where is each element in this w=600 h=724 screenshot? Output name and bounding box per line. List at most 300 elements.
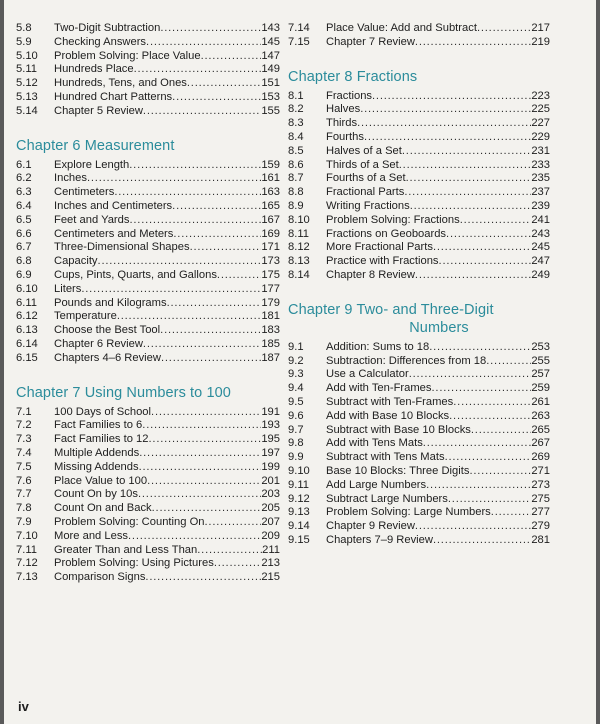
toc-entry — [16, 447, 280, 461]
lesson-number: 9.2 — [288, 354, 304, 367]
lesson-title: Problem Solving: Using Pictures — [54, 557, 214, 570]
toc-entry — [16, 433, 280, 447]
dot-leader — [360, 103, 531, 117]
toc-entry — [16, 530, 280, 544]
lesson-title: Add with Base 10 Blocks — [326, 409, 450, 422]
lesson-title: Halves of a Set — [326, 144, 402, 157]
dot-leader — [129, 214, 261, 228]
lesson-number: 5.9 — [16, 35, 32, 48]
toc-entry — [288, 22, 550, 36]
lesson-title: Hundreds, Tens, and Ones — [54, 77, 187, 90]
lesson-title: Chapter 9 Review — [326, 520, 415, 533]
lesson-title: Add with Ten-Frames — [326, 382, 432, 395]
page-number: 161 — [261, 172, 280, 185]
dot-leader — [187, 77, 261, 91]
page-number: 247 — [531, 255, 550, 268]
lesson-number: 9.13 — [288, 506, 310, 519]
dot-leader — [173, 228, 261, 242]
dot-leader — [217, 269, 261, 283]
page-number: 279 — [531, 520, 550, 533]
toc-entry — [16, 571, 280, 585]
toc-entry — [16, 22, 280, 36]
lesson-title: Pounds and Kilograms — [54, 296, 167, 309]
lesson-title: Problem Solving: Large Numbers — [326, 506, 491, 519]
lesson-number: 9.5 — [288, 395, 304, 408]
toc-entry — [288, 465, 550, 479]
lesson-number: 5.10 — [16, 49, 38, 62]
toc-entry — [288, 241, 550, 255]
toc-group — [288, 90, 550, 283]
lesson-number: 6.12 — [16, 310, 38, 323]
lesson-number: 7.9 — [16, 515, 32, 528]
page-number: 181 — [261, 310, 280, 323]
lesson-title: Add Large Numbers — [326, 478, 427, 491]
lesson-title: Fractions on Geoboards — [326, 227, 447, 240]
dot-leader — [151, 406, 261, 420]
toc-entry — [16, 241, 280, 255]
dot-leader — [138, 488, 261, 502]
lesson-number: 7.7 — [16, 488, 32, 501]
lesson-number: 6.2 — [16, 172, 32, 185]
toc-entry — [288, 90, 550, 104]
lesson-title: Centimeters — [54, 186, 115, 199]
lesson-title: Inches and Centimeters — [54, 199, 173, 212]
lesson-number: 8.13 — [288, 255, 310, 268]
dot-leader — [486, 355, 531, 369]
lesson-title: Chapter 5 Review — [54, 104, 143, 117]
lesson-title: Halves — [326, 103, 361, 116]
page-number: 169 — [261, 227, 280, 240]
dot-leader — [415, 520, 531, 534]
lesson-number: 5.11 — [16, 63, 37, 76]
page-number: 217 — [531, 22, 550, 34]
lesson-number: 8.12 — [288, 241, 310, 254]
toc-entry — [288, 200, 550, 214]
page-number: 153 — [261, 90, 280, 103]
dot-leader — [142, 419, 261, 433]
page-number: 175 — [261, 268, 280, 281]
toc-page — [4, 0, 596, 724]
lesson-title: Checking Answers — [54, 35, 147, 48]
lesson-number: 8.1 — [288, 89, 304, 102]
lesson-number: 6.15 — [16, 351, 38, 364]
page-number: 243 — [531, 227, 550, 240]
toc-entry — [288, 214, 550, 228]
dot-leader — [423, 437, 532, 451]
page-number: 205 — [261, 502, 280, 515]
page-number: 275 — [531, 492, 550, 505]
lesson-number: 6.5 — [16, 213, 32, 226]
toc-entry — [288, 255, 550, 269]
lesson-title: Fractional Parts — [326, 186, 405, 199]
toc-entry — [16, 297, 280, 311]
lesson-number: 7.10 — [16, 529, 38, 542]
dot-leader — [433, 534, 531, 548]
page-number: 253 — [531, 340, 550, 353]
lesson-number: 5.8 — [16, 22, 32, 34]
lesson-number: 6.6 — [16, 227, 32, 240]
page-number: 227 — [531, 117, 550, 130]
lesson-number: 7.13 — [16, 571, 38, 584]
page-number: 173 — [261, 255, 280, 268]
page-number: 165 — [261, 199, 280, 212]
toc-entry — [288, 410, 550, 424]
lesson-number: 6.10 — [16, 282, 38, 295]
lesson-number: 9.6 — [288, 409, 304, 422]
dot-leader — [98, 255, 262, 269]
page-number: 215 — [261, 571, 280, 584]
lesson-title: Hundreds Place — [54, 63, 134, 76]
lesson-number: 7.5 — [16, 460, 32, 473]
lesson-number: 7.1 — [16, 405, 32, 418]
lesson-title: Hundred Chart Patterns — [54, 90, 173, 103]
lesson-number: 9.10 — [288, 464, 310, 477]
toc-group — [288, 22, 550, 50]
page-number: 185 — [261, 337, 280, 350]
toc-entry — [288, 368, 550, 382]
toc-entry — [288, 269, 550, 283]
toc-entry — [16, 557, 280, 571]
toc-entry — [288, 424, 550, 438]
lesson-number: 7.4 — [16, 446, 32, 459]
lesson-title: Missing Addends — [54, 460, 139, 473]
lesson-number: 8.11 — [288, 227, 309, 240]
toc-entry — [16, 310, 280, 324]
page-number: 183 — [261, 324, 280, 337]
lesson-number: 6.11 — [16, 296, 37, 309]
lesson-number: 7.8 — [16, 502, 32, 515]
toc-entry — [16, 63, 280, 77]
toc-entry — [16, 502, 280, 516]
page-number: 265 — [531, 423, 550, 436]
lesson-number: 9.12 — [288, 492, 310, 505]
lesson-title: Chapters 7–9 Review — [326, 533, 433, 546]
toc-entry — [288, 186, 550, 200]
page-number: 261 — [531, 395, 550, 408]
toc-entry — [288, 36, 550, 50]
page-number: 191 — [261, 405, 280, 418]
lesson-title: Add with Tens Mats — [326, 437, 423, 450]
page-number: 263 — [531, 409, 550, 422]
lesson-number: 7.2 — [16, 419, 32, 432]
dot-leader — [146, 36, 261, 50]
lesson-title: Liters — [54, 282, 82, 295]
lesson-title: Inches — [54, 172, 87, 185]
page-number: 269 — [531, 451, 550, 464]
lesson-title: Count On by 10s — [54, 488, 138, 501]
dot-leader — [160, 324, 261, 338]
toc-entry — [16, 269, 280, 283]
dot-leader — [149, 433, 262, 447]
page-number: 159 — [261, 158, 280, 171]
toc-entry — [288, 172, 550, 186]
lesson-title: Comparison Signs — [54, 571, 146, 584]
page-number: 225 — [531, 103, 550, 116]
chapter-heading — [288, 301, 550, 337]
dot-leader — [432, 382, 532, 396]
chapter-heading: Chapter 7 Using Numbers to 100 — [16, 384, 231, 401]
lesson-number: 8.10 — [288, 213, 310, 226]
dot-leader — [143, 105, 261, 119]
dot-leader — [161, 352, 261, 366]
page-number: 271 — [531, 464, 550, 477]
lesson-title: Choose the Best Tool — [54, 324, 161, 337]
dot-leader — [172, 91, 261, 105]
lesson-title: Writing Fractions — [326, 199, 410, 212]
dot-leader — [415, 269, 531, 283]
page-number: 177 — [261, 282, 280, 295]
page-number: 235 — [531, 172, 550, 185]
lesson-number: 5.14 — [16, 104, 38, 117]
toc-entry — [288, 159, 550, 173]
lesson-number: 8.14 — [288, 268, 310, 281]
dot-leader — [214, 557, 262, 571]
dot-leader — [139, 447, 261, 461]
dot-leader — [117, 310, 262, 324]
lesson-number: 7.14 — [288, 22, 310, 34]
dot-leader — [134, 63, 262, 77]
page-number: 195 — [261, 433, 280, 446]
lesson-title: Subtract with Tens Mats — [326, 451, 445, 464]
toc-entry — [16, 255, 280, 269]
page-number: 155 — [261, 104, 280, 117]
lesson-number: 9.11 — [288, 478, 309, 491]
page-number: 145 — [261, 35, 280, 48]
toc-entry — [288, 479, 550, 493]
toc-entry — [16, 516, 280, 530]
dot-leader — [205, 516, 262, 530]
lesson-title: Thirds of a Set — [326, 158, 399, 171]
dot-leader — [129, 159, 261, 173]
page-number: 259 — [531, 382, 550, 395]
toc-entry — [288, 451, 550, 465]
toc-entry — [16, 283, 280, 297]
dot-leader — [410, 200, 532, 214]
lesson-title: Use a Calculator — [326, 368, 409, 381]
page-number: 277 — [531, 506, 550, 519]
dot-leader — [448, 493, 531, 507]
lesson-title: Fourths of a Set — [326, 172, 406, 185]
toc-entry — [16, 214, 280, 228]
chapter-heading: Chapter 8 Fractions — [288, 68, 418, 85]
lesson-number: 6.9 — [16, 268, 32, 281]
page-number: 201 — [261, 474, 280, 487]
dot-leader — [81, 283, 261, 297]
page-number: 151 — [261, 77, 280, 90]
lesson-title: More and Less — [54, 529, 129, 542]
page-number: 193 — [261, 419, 280, 432]
lesson-number: 9.7 — [288, 423, 304, 436]
dot-leader — [139, 461, 262, 475]
dot-leader — [460, 214, 532, 228]
dot-leader — [449, 410, 531, 424]
dot-leader — [372, 90, 531, 104]
lesson-number: 7.12 — [16, 557, 38, 570]
page-number: 213 — [261, 557, 280, 570]
lesson-title: Problem Solving: Counting On — [54, 515, 205, 528]
lesson-number: 6.13 — [16, 324, 38, 337]
page-number: 187 — [261, 351, 280, 364]
lesson-number: 8.9 — [288, 199, 304, 212]
toc-entry — [16, 419, 280, 433]
lesson-number: 6.4 — [16, 199, 32, 212]
lesson-number: 6.3 — [16, 186, 32, 199]
page-number: 203 — [261, 488, 280, 501]
toc-entry — [16, 338, 280, 352]
toc-group — [16, 22, 280, 119]
lesson-title: Subtract Large Numbers — [326, 492, 448, 505]
lesson-number: 9.3 — [288, 368, 304, 381]
dot-leader — [429, 341, 531, 355]
lesson-title: More Fractional Parts — [326, 241, 433, 254]
lesson-number: 5.12 — [16, 77, 38, 90]
lesson-title: Chapter 6 Review — [54, 337, 143, 350]
lesson-title: Fractions — [326, 89, 373, 102]
lesson-number: 5.13 — [16, 90, 38, 103]
dot-leader — [439, 255, 532, 269]
lesson-number: 9.1 — [288, 340, 304, 353]
lesson-title: Addition: Sums to 18 — [326, 340, 430, 353]
lesson-number: 9.9 — [288, 451, 304, 464]
dot-leader — [415, 36, 531, 50]
lesson-number: 8.7 — [288, 172, 304, 185]
toc-entry — [16, 544, 280, 558]
page-number: 281 — [531, 533, 550, 546]
dot-leader — [453, 396, 531, 410]
toc-entry — [16, 77, 280, 91]
chapter-heading-line: Numbers — [409, 319, 469, 336]
toc-entry — [16, 406, 280, 420]
page-number: 223 — [531, 89, 550, 102]
lesson-number: 7.15 — [288, 35, 310, 48]
toc-entry — [16, 159, 280, 173]
lesson-title: 100 Days of School — [54, 405, 152, 418]
toc-entry — [288, 131, 550, 145]
toc-entry — [288, 493, 550, 507]
lesson-title: Chapters 4–6 Review — [54, 351, 161, 364]
lesson-title: Three-Dimensional Shapes — [54, 241, 190, 254]
chapter-heading-line: Chapter 9 Two- and Three-Digit — [288, 301, 494, 318]
lesson-number: 8.8 — [288, 186, 304, 199]
page-number: 143 — [261, 22, 280, 34]
toc-entry — [16, 105, 280, 119]
page-number: 237 — [531, 186, 550, 199]
toc-group — [16, 406, 280, 585]
lesson-title: Problem Solving: Fractions — [326, 213, 460, 226]
lesson-number: 6.14 — [16, 337, 38, 350]
dot-leader — [406, 172, 532, 186]
toc-group — [288, 341, 550, 548]
dot-leader — [114, 186, 261, 200]
dot-leader — [402, 145, 531, 159]
dot-leader — [201, 50, 262, 64]
lesson-number: 7.3 — [16, 433, 32, 446]
toc-entry — [16, 91, 280, 105]
page-number: 267 — [531, 437, 550, 450]
lesson-number: 9.15 — [288, 533, 310, 546]
lesson-title: Temperature — [54, 310, 117, 323]
lesson-number: 6.7 — [16, 241, 32, 254]
dot-leader — [152, 502, 262, 516]
lesson-title: Place Value to 100 — [54, 474, 148, 487]
lesson-number: 8.6 — [288, 158, 304, 171]
page-number: 179 — [261, 296, 280, 309]
lesson-title: Multiple Addends — [54, 446, 140, 459]
lesson-title: Fact Families to 12 — [54, 433, 149, 446]
lesson-title: Count On and Back — [54, 502, 152, 515]
dot-leader — [404, 186, 531, 200]
toc-entry — [16, 488, 280, 502]
toc-entry — [288, 520, 550, 534]
dot-leader — [87, 172, 261, 186]
toc-entry — [288, 437, 550, 451]
toc-entry — [16, 461, 280, 475]
toc-entry — [16, 475, 280, 489]
lesson-number: 7.6 — [16, 474, 32, 487]
page-number: 255 — [531, 354, 550, 367]
lesson-title: Greater Than and Less Than — [54, 543, 198, 556]
toc-right-column — [288, 22, 550, 548]
page-number: 273 — [531, 478, 550, 491]
lesson-title: Practice with Fractions — [326, 255, 439, 268]
toc-entry — [288, 117, 550, 131]
dot-leader — [446, 228, 531, 242]
lesson-number: 7.11 — [16, 543, 37, 556]
lesson-number: 9.14 — [288, 520, 310, 533]
lesson-title: Two-Digit Subtraction — [54, 22, 161, 34]
dot-leader — [445, 451, 532, 465]
dot-leader — [409, 368, 532, 382]
lesson-number: 9.8 — [288, 437, 304, 450]
dot-leader — [364, 131, 531, 145]
dot-leader — [491, 506, 532, 520]
toc-entry — [288, 534, 550, 548]
lesson-title: Cups, Pints, Quarts, and Gallons — [54, 268, 217, 281]
page-folio: iv — [18, 699, 29, 714]
lesson-title: Fourths — [326, 130, 364, 143]
lesson-title: Chapter 7 Review — [326, 35, 415, 48]
dot-leader — [469, 465, 531, 479]
lesson-title: Thirds — [326, 117, 358, 130]
lesson-title: Capacity — [54, 255, 98, 268]
page-number: 147 — [261, 49, 280, 62]
lesson-title: Place Value: Add and Subtract — [326, 22, 477, 34]
page-number: 171 — [261, 241, 280, 254]
dot-leader — [145, 571, 261, 585]
toc-entry — [16, 228, 280, 242]
lesson-title: Subtract with Base 10 Blocks — [326, 423, 471, 436]
toc-entry — [16, 200, 280, 214]
dot-leader — [147, 475, 261, 489]
page-number: 231 — [531, 144, 550, 157]
page-number: 257 — [531, 368, 550, 381]
dot-leader — [160, 22, 261, 36]
toc-entry — [288, 103, 550, 117]
page-number: 197 — [261, 446, 280, 459]
lesson-title: Centimeters and Meters — [54, 227, 174, 240]
page-number: 207 — [261, 515, 280, 528]
lesson-number: 8.4 — [288, 130, 304, 143]
dot-leader — [357, 117, 531, 131]
page-number: 239 — [531, 199, 550, 212]
page-number: 149 — [261, 63, 280, 76]
dot-leader — [172, 200, 261, 214]
page-number: 219 — [531, 35, 550, 48]
toc-entry — [288, 145, 550, 159]
lesson-number: 8.3 — [288, 117, 304, 130]
toc-left-column — [16, 22, 280, 585]
lesson-title: Chapter 8 Review — [326, 268, 415, 281]
